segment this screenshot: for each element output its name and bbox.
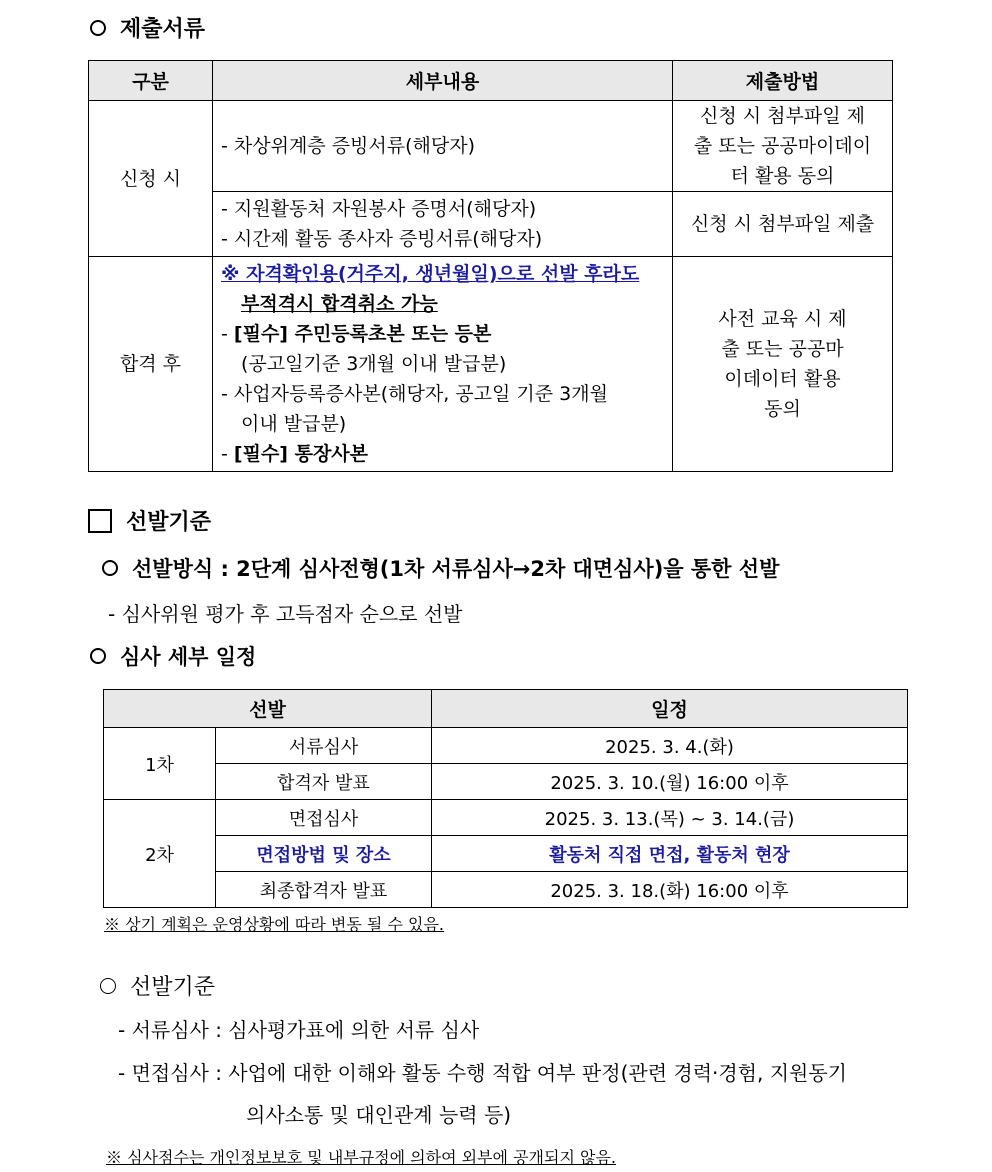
- required-text: [필수] 주민등록초본 또는 등본: [233, 323, 492, 345]
- criteria-interview-cont: 의사소통 및 대인관계 능력 등): [246, 1103, 512, 1127]
- table-header: 일정: [432, 690, 908, 728]
- notice-line: ※ 자격확인용(거주지, 생년월일)으로 선발 후라도: [221, 263, 640, 285]
- detail-line: - 지원활동처 자원봉사 증명서(해당자): [221, 198, 537, 220]
- round-label: 2차: [104, 800, 216, 908]
- circle-bullet-icon: [90, 20, 106, 36]
- criteria-heading: [100, 970, 215, 1001]
- table-header: 세부내용: [213, 61, 673, 101]
- selection-method: [102, 553, 779, 583]
- criteria-heading-text: 선발기준: [130, 975, 216, 1000]
- required-text: [필수] 통장사본: [233, 443, 369, 465]
- round-label: 1차: [104, 728, 216, 800]
- criteria-note: ※ 심사점수는 개인정보보호 및 내부규정에 의하여 외부에 공개되지 않음.: [106, 1148, 616, 1167]
- section-heading-text: 제출서류: [120, 17, 206, 42]
- selection-method-sub: - 심사위원 평가 후 고득점자 순으로 선발: [108, 602, 463, 626]
- row-label-pass: 합격 후: [89, 257, 213, 472]
- selection-method-text: 선발방식 : 2단계 심사전형(1차 서류심사→2차 대면심사)을 통한 선발: [132, 557, 780, 581]
- schedule-note: ※ 상기 계획은 운영상황에 따라 변동 될 수 있음.: [104, 915, 444, 934]
- schedule-heading-text: 심사 세부 일정: [120, 645, 257, 669]
- table-cell: [213, 257, 673, 472]
- table-header: 제출방법: [673, 61, 893, 101]
- date-cell: 2025. 3. 10.(월) 16:00 이후: [432, 764, 908, 800]
- detail-line: - 시간제 활동 종사자 증빙서류(해당자): [221, 228, 543, 250]
- circle-bullet-icon: [90, 648, 106, 664]
- detail-line: [221, 439, 664, 469]
- circle-bullet-icon: [102, 560, 118, 576]
- table-cell: 사전 교육 시 제출 또는 공공마이데이터 활용 동의: [673, 257, 893, 472]
- schedule-heading: [90, 641, 256, 671]
- step-cell: 합격자 발표: [216, 764, 432, 800]
- detail-line: 이내 발급분): [241, 413, 347, 435]
- row-label-apply: 신청 시: [89, 101, 213, 257]
- date-cell: 활동처 직접 면접, 활동처 현장: [432, 836, 908, 872]
- date-cell: 2025. 3. 18.(화) 16:00 이후: [432, 872, 908, 908]
- date-cell: 2025. 3. 4.(화): [432, 728, 908, 764]
- detail-line: (공고일기준 3개월 이내 발급분): [241, 353, 507, 375]
- notice-line: [221, 289, 664, 319]
- detail-line: - 사업자등록증사본(해당자, 공고일 기준 3개월: [221, 383, 608, 405]
- dash: -: [221, 323, 234, 345]
- section-heading-documents: [90, 12, 205, 43]
- table-cell: - 차상위계층 증빙서류(해당자): [213, 101, 673, 192]
- section-heading-selection: [88, 505, 211, 536]
- criteria-interview: - 면접심사 : 사업에 대한 이해와 활동 수행 적합 여부 판정(관련 경력·경험, 지원동기: [118, 1061, 848, 1085]
- schedule-table: [103, 689, 908, 908]
- circle-bullet-icon: [100, 978, 116, 994]
- table-cell: 신청 시 첨부파일 제출: [673, 192, 893, 257]
- table-cell: 신청 시 첨부파일 제출 또는 공공마이데이터 활용 동의: [673, 101, 893, 192]
- notice-text: 부적격시 합격취소 가능: [241, 293, 438, 315]
- table-header: 구분: [89, 61, 213, 101]
- documents-table: [88, 60, 893, 472]
- square-bullet-icon: [88, 509, 112, 533]
- step-cell: 서류심사: [216, 728, 432, 764]
- detail-line: [221, 319, 664, 349]
- date-cell: 2025. 3. 13.(목) ~ 3. 14.(금): [432, 800, 908, 836]
- criteria-doc: - 서류심사 : 심사평가표에 의한 서류 심사: [118, 1018, 480, 1042]
- step-cell: 면접방법 및 장소: [216, 836, 432, 872]
- step-cell: 최종합격자 발표: [216, 872, 432, 908]
- dash: -: [221, 443, 234, 465]
- section-heading-text: 선발기준: [126, 510, 212, 535]
- table-cell: [213, 192, 673, 257]
- step-cell: 면접심사: [216, 800, 432, 836]
- table-header: 선발: [104, 690, 432, 728]
